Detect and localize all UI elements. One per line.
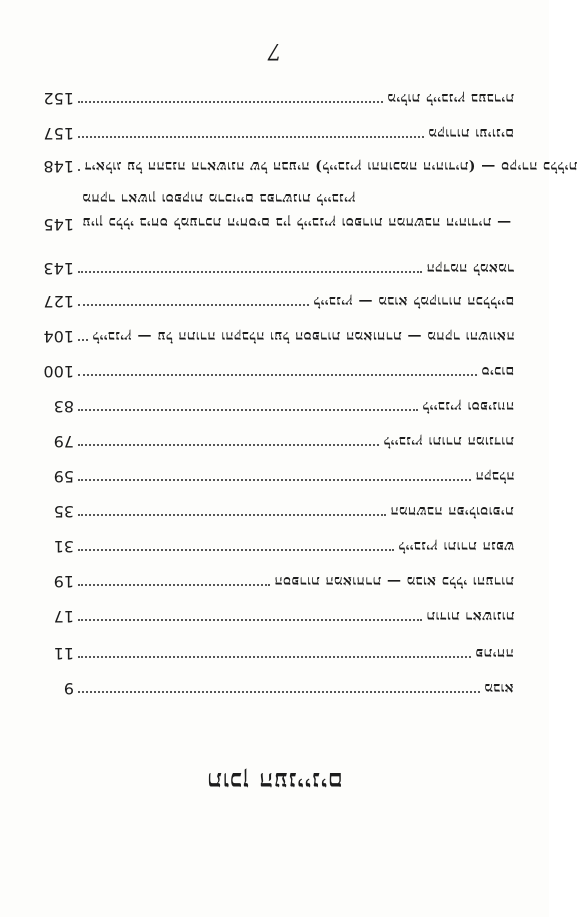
toc-title: לייבניץ ותורת הנפש (397, 538, 514, 554)
dot-leader (78, 168, 80, 171)
dot-leader (78, 100, 383, 103)
dot-leader (78, 408, 418, 411)
page-number: 7 (267, 38, 282, 63)
toc-entry (34, 530, 514, 556)
toc-page-number: 19 (53, 572, 74, 591)
toc-entry (34, 150, 577, 176)
toc-page-number: 79 (53, 432, 74, 451)
toc-page-number: 31 (53, 537, 74, 556)
toc-entry (34, 252, 514, 278)
toc-page-number: 145 (43, 215, 74, 234)
toc-entry (34, 355, 514, 381)
toc-page-number: 104 (43, 327, 74, 346)
toc-title: לייבניץ וספינוזה (422, 398, 514, 414)
dot-leader (78, 618, 422, 621)
toc-title: דיאלוג על ההבנה הראשונה של הבעיה (לייבניץ והחוכמה היהודית) — סקירה כללית (84, 158, 577, 174)
toc-entry (34, 390, 514, 416)
toc-title: הספרות המאוחרת — מבוא כללי והערות (274, 573, 514, 589)
toc-title: הקדמה למאמר (425, 260, 514, 276)
toc-title: מבוא (484, 680, 514, 696)
toc-title: לייבניץ — מבוא למקורות הכלליים (312, 293, 514, 309)
toc-title: מילות לייבניץ בעברית (386, 90, 514, 106)
toc-entry (34, 672, 514, 698)
dot-leader (78, 583, 270, 586)
toc-entry (34, 637, 514, 663)
toc-title: לייבניץ ותורת המונדות (383, 433, 514, 449)
toc-title: תודות ראשונות (425, 608, 514, 624)
toc-title: סיכום (480, 363, 514, 379)
dot-leader (78, 690, 480, 693)
toc-page-number: 127 (43, 292, 74, 311)
toc-entry (34, 117, 514, 143)
toc-page-number: 35 (53, 502, 74, 521)
toc-page-number: 157 (43, 124, 74, 143)
toc-page-number: 83 (53, 397, 74, 416)
toc-heading: תוכן העניינים (206, 767, 343, 796)
toc-title: המחשבה הפילוסופית (390, 503, 514, 519)
toc-entry (34, 460, 514, 486)
toc-entry (34, 320, 514, 346)
dot-leader (78, 655, 471, 658)
toc-entry (34, 565, 514, 591)
toc-title: עיון כללי ביחס למערכת היחסים בין לייבניץ וספרות המחשבה היהודית — מחקר ראשון וספקות מרכזיים בפרשנות לייבניץ (82, 190, 512, 230)
dot-leader (78, 478, 471, 481)
toc-page-number: 9 (63, 679, 74, 698)
dot-leader (78, 443, 379, 446)
dot-leader (78, 513, 386, 516)
toc-entry (34, 495, 514, 521)
toc-title: פתיחה (475, 645, 514, 661)
toc-title: מקורות ועיונים (428, 125, 514, 141)
toc-page-number: 100 (43, 362, 74, 381)
toc-page-number: 152 (43, 89, 74, 108)
toc-title: לייבניץ — על התורה והקבלה ועל הספרות המאוחרת — מחקר והשוואה (91, 328, 514, 344)
toc-page-number: 148 (43, 157, 74, 176)
toc-page-number: 17 (53, 607, 74, 626)
dot-leader (78, 135, 424, 138)
dot-leader (78, 373, 477, 376)
toc-entry (34, 82, 514, 108)
toc-page-number: 143 (43, 259, 74, 278)
dot-leader (78, 338, 88, 341)
dot-leader (78, 270, 422, 273)
toc-page-number: 59 (53, 467, 74, 486)
toc-entry (34, 285, 514, 311)
toc-page-number: 11 (53, 644, 74, 663)
toc-entry (34, 425, 514, 451)
dot-leader (78, 303, 309, 306)
toc-entry (34, 184, 514, 234)
dot-leader (78, 548, 394, 551)
toc-title: הקבלה (474, 468, 514, 484)
toc-entry (34, 600, 514, 626)
